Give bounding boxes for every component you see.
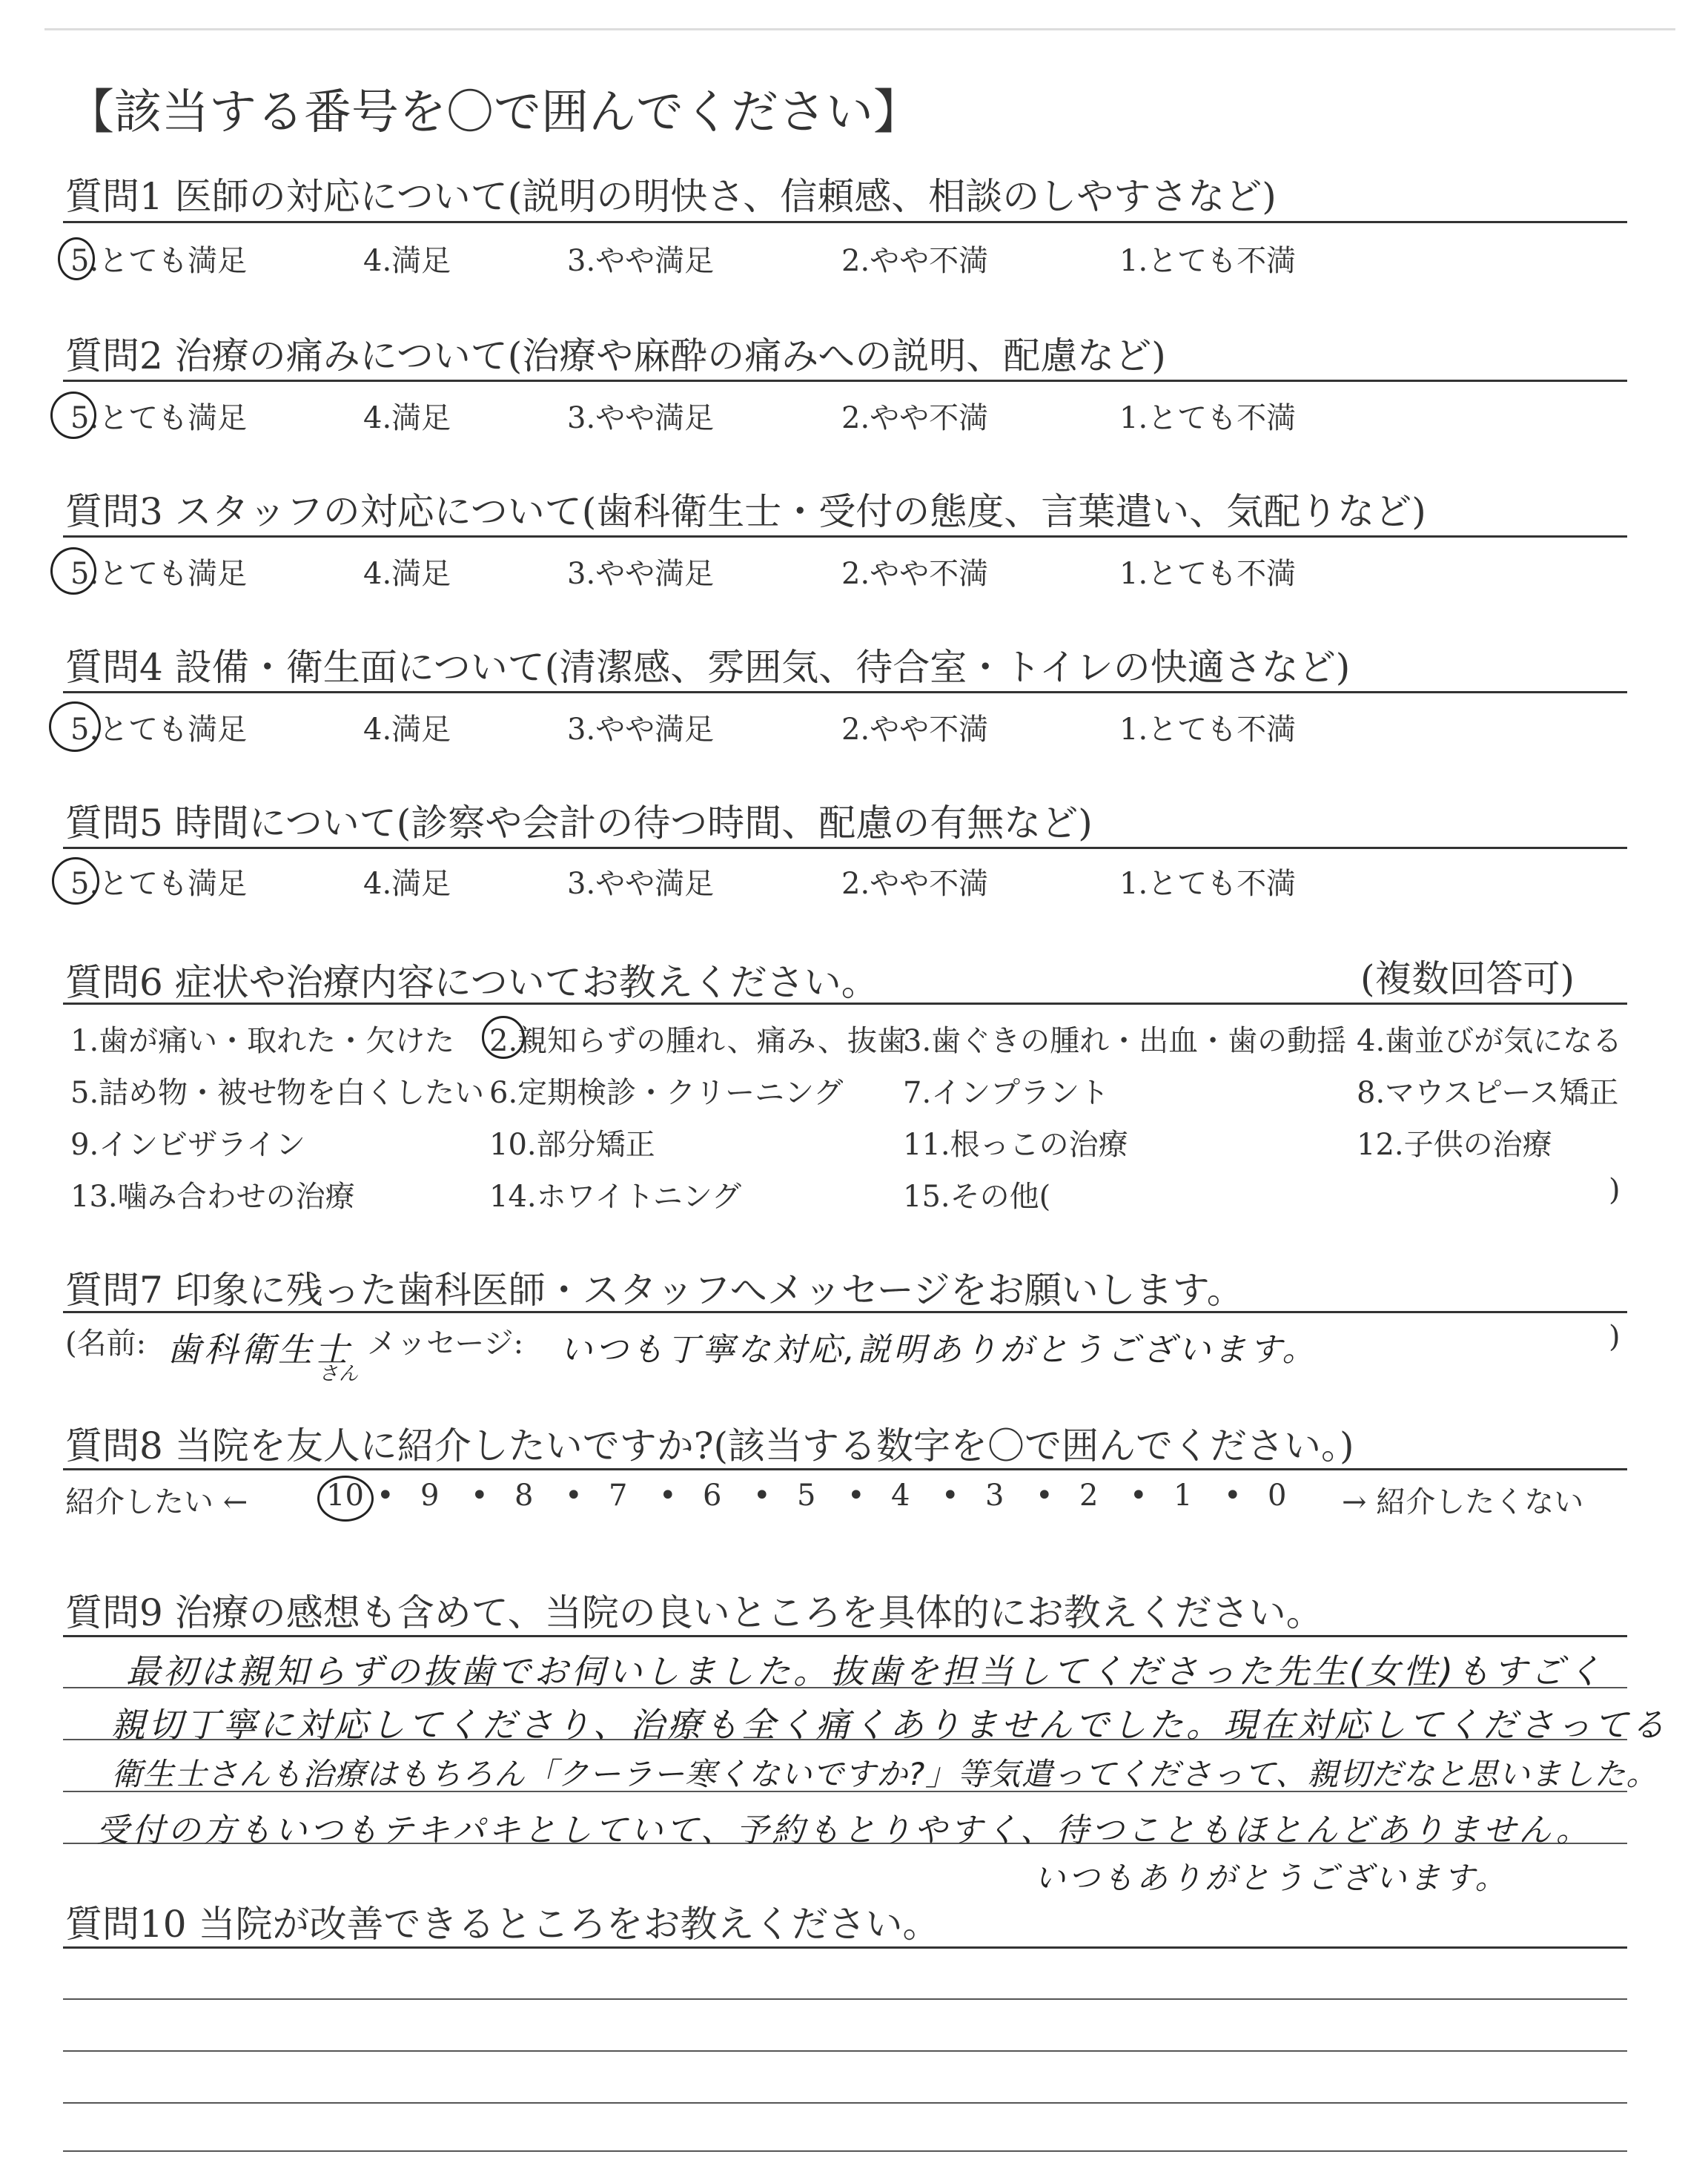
q2-option-1[interactable]: 1.とても不満 [1119, 401, 1297, 435]
q7-message-value[interactable]: いつも丁寧な対応,説明ありがとうございます。 [560, 1331, 1318, 1369]
q1-selection-circle [58, 237, 95, 280]
q6-option-12[interactable]: 12.子供の治療 [1357, 1128, 1552, 1162]
q3-option-3[interactable]: 3.やや満足 [567, 557, 715, 591]
q6-option-6[interactable]: 6.定期検診・クリーニング [489, 1076, 844, 1110]
q6-option-4[interactable]: 4.歯並びが気になる [1357, 1024, 1623, 1058]
q8-scale-5[interactable]: 5 [797, 1479, 816, 1513]
q6-option-7[interactable]: 7.インプラント [903, 1076, 1110, 1110]
q8-scale-1[interactable]: 1 [1174, 1479, 1193, 1513]
q5-selection-circle [52, 857, 99, 905]
q8-scale-separator: • [471, 1479, 489, 1513]
q5-option-1[interactable]: 1.とても不満 [1119, 867, 1297, 901]
q8-scale-separator: • [847, 1479, 865, 1513]
q8-scale-separator: • [1130, 1479, 1148, 1513]
q3-option-1[interactable]: 1.とても不満 [1119, 557, 1297, 591]
q6-option-14[interactable]: 14.ホワイトニング [489, 1180, 742, 1214]
question-5-title: 質問5 時間について(診察や会計の待つ時間、配慮の有無など) [65, 802, 1093, 845]
q7-name-value[interactable]: 歯科衛生士 [167, 1330, 352, 1370]
q4-option-4[interactable]: 4.満足 [363, 713, 451, 747]
q2-option-3[interactable]: 3.やや満足 [567, 401, 715, 435]
q10-answer-line[interactable] [63, 2150, 1627, 2152]
q8-right-label: → 紹介したくない [1342, 1485, 1584, 1519]
q8-left-label: 紹介したい ← [65, 1485, 248, 1519]
question-7-title: 質問7 印象に残った歯科医師・スタッフへメッセージをお願いします。 [65, 1269, 1244, 1312]
q2-selection-circle [50, 392, 96, 439]
question-6-title: 質問6 症状や治療内容についてお教えください。 [65, 961, 878, 1004]
question-1-rule [63, 221, 1627, 223]
question-9-rule [63, 1635, 1627, 1637]
q6-option-5[interactable]: 5.詰め物・被せ物を白くしたい [70, 1076, 485, 1110]
instructions-header: 【該当する番号を〇で囲んでください】 [67, 85, 921, 140]
question-9-title: 質問9 治療の感想も含めて、当院の良いところを具体的にお教えください。 [65, 1591, 1323, 1634]
q8-scale-separator: • [753, 1479, 771, 1513]
q10-answer-line[interactable] [63, 2050, 1627, 2052]
q4-selection-circle [49, 701, 101, 752]
q1-option-5[interactable]: 5.とても満足 [70, 244, 248, 278]
q8-scale-10[interactable]: 10 [326, 1479, 364, 1513]
q5-option-3[interactable]: 3.やや満足 [567, 867, 715, 901]
q4-option-5[interactable]: 5.とても満足 [70, 713, 248, 747]
q8-scale-3[interactable]: 3 [985, 1479, 1004, 1513]
q6-selection-circle [482, 1016, 525, 1059]
q3-selection-circle [50, 547, 96, 595]
q9-answer-line-3[interactable]: 衛生士さんも治療はもちろん「クーラー寒くないですか?」等気遣ってくださって、親切だなと思いました。 [111, 1756, 1658, 1792]
q6-option-13[interactable]: 13.噛み合わせの治療 [70, 1180, 355, 1214]
q7-message-label: メッセージ: [367, 1327, 524, 1361]
question-3-rule [63, 535, 1627, 538]
q8-scale-separator: • [1224, 1479, 1242, 1513]
question-4-rule [63, 691, 1627, 693]
scan-top-edge [44, 28, 1675, 30]
q2-option-2[interactable]: 2.やや不満 [841, 401, 989, 435]
question-2-title: 質問2 治療の痛みについて(治療や麻酔の痛みへの説明、配慮など) [65, 334, 1166, 377]
question-5-rule [63, 847, 1627, 849]
q8-scale-separator: • [941, 1479, 959, 1513]
q6-option-2[interactable]: 2.親知らずの腫れ、痛み、抜歯 [489, 1024, 907, 1058]
q9-answer-line-5[interactable]: いつもありがとうございます。 [1034, 1860, 1509, 1896]
question-7-rule [63, 1311, 1627, 1313]
q6-option-15[interactable]: 15.その他( [903, 1180, 1051, 1214]
q8-scale-6[interactable]: 6 [703, 1479, 722, 1513]
q8-scale-4[interactable]: 4 [891, 1479, 910, 1513]
q8-scale-0[interactable]: 0 [1268, 1479, 1287, 1513]
q6-option-15-close: ) [1609, 1173, 1621, 1207]
q7-name-suffix: さん [319, 1363, 360, 1385]
q8-scale-9[interactable]: 9 [420, 1479, 440, 1513]
question-8-title: 質問8 当院を友人に紹介したいですか?(該当する数字を〇で囲んでください。) [65, 1424, 1354, 1467]
q6-option-8[interactable]: 8.マウスピース矯正 [1357, 1076, 1619, 1110]
q3-option-2[interactable]: 2.やや不満 [841, 557, 989, 591]
q7-name-label: (名前: [65, 1327, 147, 1361]
q5-option-4[interactable]: 4.満足 [363, 867, 451, 901]
q1-option-3[interactable]: 3.やや満足 [567, 244, 715, 278]
question-6-note: (複数回答可) [1360, 957, 1575, 1000]
q10-answer-line[interactable] [63, 2102, 1627, 2104]
q6-option-10[interactable]: 10.部分矯正 [489, 1128, 655, 1162]
q4-option-3[interactable]: 3.やや満足 [567, 713, 715, 747]
q8-scale-2[interactable]: 2 [1079, 1479, 1099, 1513]
q9-answer-line-2[interactable]: 親切丁寧に対応してくださり、治療も全く痛くありませんでした。現在対応してくださってる [111, 1705, 1668, 1745]
q1-option-1[interactable]: 1.とても不満 [1119, 244, 1297, 278]
q4-option-2[interactable]: 2.やや不満 [841, 713, 989, 747]
q9-answer-line-4[interactable]: 受付の方もいつもテキパキとしていて、予約もとりやすく、待つこともほとんどありません。 [96, 1811, 1592, 1849]
question-10-rule [63, 1946, 1627, 1949]
q8-scale-separator: • [659, 1479, 677, 1513]
question-6-rule [63, 1003, 1627, 1005]
q8-selection-circle [317, 1476, 374, 1522]
question-8-rule [63, 1468, 1627, 1470]
q1-option-4[interactable]: 4.満足 [363, 244, 451, 278]
q6-option-11[interactable]: 11.根っこの治療 [903, 1128, 1128, 1162]
question-1-title: 質問1 医師の対応について(説明の明快さ、信頼感、相談のしやすさなど) [65, 175, 1277, 218]
q8-scale-7[interactable]: 7 [609, 1479, 628, 1513]
q6-option-3[interactable]: 3.歯ぐきの腫れ・出血・歯の動揺 [903, 1024, 1347, 1058]
q6-option-9[interactable]: 9.インビザライン [70, 1128, 305, 1162]
q9-answer-line-1[interactable]: 最初は親知らずの抜歯でお伺いしました。抜歯を担当してくださった先生(女性)もすごく [126, 1651, 1604, 1691]
question-2-rule [63, 380, 1627, 382]
q2-option-4[interactable]: 4.満足 [363, 401, 451, 435]
q4-option-1[interactable]: 1.とても不満 [1119, 713, 1297, 747]
q10-answer-line[interactable] [63, 1998, 1627, 2000]
q8-scale-separator: • [1036, 1479, 1053, 1513]
q8-scale-separator: • [565, 1479, 583, 1513]
question-4-title: 質問4 設備・衛生面について(清潔感、雰囲気、待合室・トイレの快適さなど) [65, 646, 1351, 689]
q1-option-2[interactable]: 2.やや不満 [841, 244, 989, 278]
question-10-title: 質問10 当院が改善できるところをお教えください。 [65, 1903, 940, 1946]
question-3-title: 質問3 スタッフの対応について(歯科衛生士・受付の態度、言葉遣い、気配りなど) [65, 490, 1426, 533]
q3-option-5[interactable]: 5.とても満足 [70, 557, 248, 591]
q8-scale-8[interactable]: 8 [514, 1479, 534, 1513]
q6-option-1[interactable]: 1.歯が痛い・取れた・欠けた [70, 1024, 455, 1058]
q5-option-2[interactable]: 2.やや不満 [841, 867, 989, 901]
q2-option-5[interactable]: 5.とても満足 [70, 401, 248, 435]
q5-option-5[interactable]: 5.とても満足 [70, 867, 248, 901]
q7-close-paren: ) [1609, 1320, 1621, 1354]
q3-option-4[interactable]: 4.満足 [363, 557, 451, 591]
q8-scale-separator: • [377, 1479, 394, 1513]
